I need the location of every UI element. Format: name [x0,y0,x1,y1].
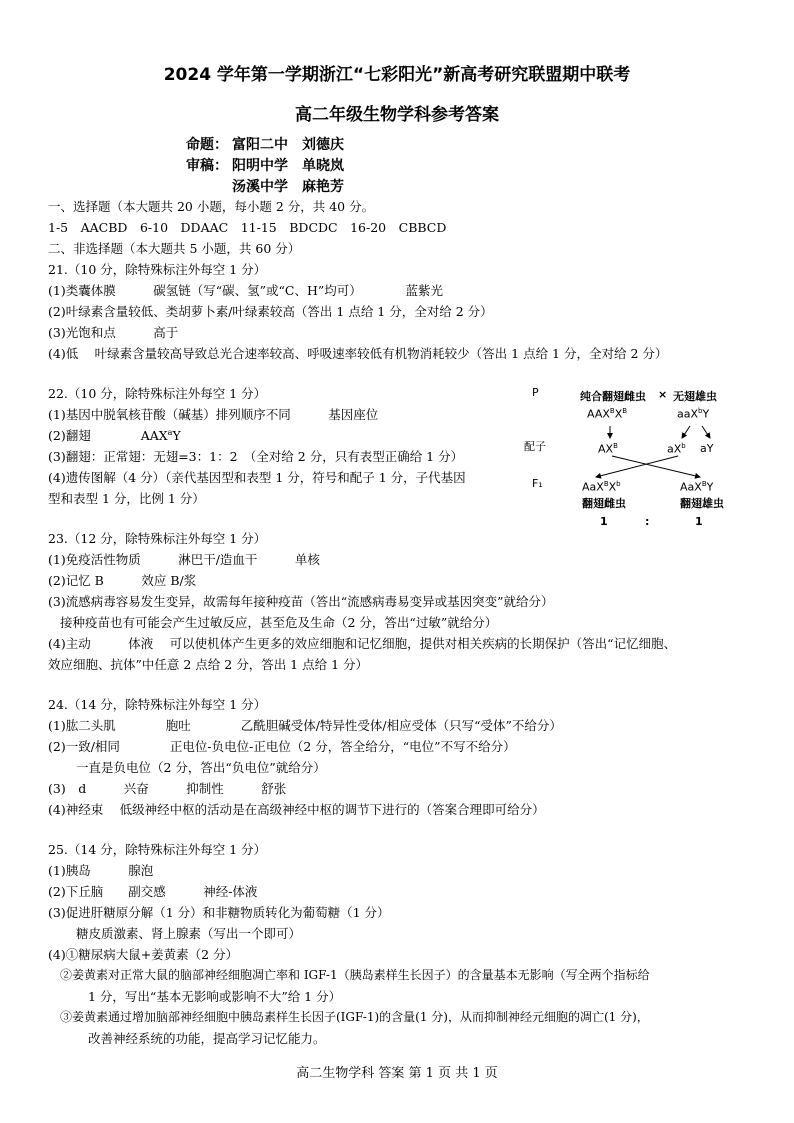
page-title: 2024 学年第一学期浙江“七彩阳光”新高考研究联盟期中联考 [163,65,631,85]
ratio-left: 1 [600,515,608,528]
cross-arrows [520,382,780,532]
f1-label: F₁ [532,477,543,490]
q21-line4: (4)低 叶绿素含量较高导致总光合速率较高、呼吸速率较低有机物消耗较少（答出 1 点给 1 分，全对给 2 分） [48,346,668,361]
child2-genotype: AaX$^B$Y [680,480,714,494]
q21-line3: (3)光饱和点 高于 [48,325,179,340]
gamete-male-1: $aX^b$ [667,442,686,456]
q23-head: 23.（12 分，除特殊标注外每空 1 分） [48,531,267,546]
ratio-separator: : [645,515,650,528]
q24-head: 24.（14 分，除特殊标注外每空 1 分） [48,697,267,712]
child2-phenotype: 翻翅雄虫 [680,497,724,510]
arrow-cross-1 [612,456,700,477]
male-genotype: aaX$^b$Y [677,407,710,421]
gamete-label: 配子 [524,440,546,453]
section2-heading: 二、非选择题（本大题共 5 小题，共 60 分） [48,241,301,256]
q22-line4: (4)遗传图解（4 分）（亲代基因型和表型 1 分，符号和配子 1 分，子代基因 [48,470,466,485]
q25-head: 25.（14 分，除特殊标注外每空 1 分） [48,842,267,857]
section1-heading: 一、选择题（本大题共 20 小题，每小题 2 分，共 40 分。 [48,199,375,214]
q25-line8: ③姜黄素通过增加脑部神经细胞中胰岛素样生长因子(IGF-1)的含量(1 分)，从而抑制神经元细胞的凋亡(1 分)， [60,1010,649,1024]
q24-line3: 一直是负电位（2 分，答出“负电位”就给分） [76,760,326,775]
q24-line2: (2)一致/相同 正电位-负电位-正电位（2 分，答全给分，“电位”不写不给分） [48,739,516,754]
reviewer-2: 汤溪中学 麻艳芳 [232,179,344,195]
female-parent-label: 纯合翻翅雌虫 [580,390,646,403]
arrow-cross-2 [596,456,678,477]
section1-answers: 1-5 AACBD 6-10 DDAAC 11-15 BDCDC 16-20 CBBCD [48,220,447,235]
ratio-right: 1 [695,515,703,528]
proposer-label: 命题： [186,137,228,153]
genetic-cross-diagram [520,382,780,532]
q23-line1: (1)免疫活性物质 淋巴干/造血干 单核 [48,552,320,567]
arrow-male-gamete1 [682,426,690,438]
p-label: P [532,386,539,399]
q23-line3: (3)流感病毒容易发生变异，故需每年接种疫苗（答出“流感病毒易变异或基因突变”就给分） [48,594,554,609]
child1-genotype: $AaX^BX^b$ [582,480,621,494]
q22-line3: (3)翻翅：正常翅：无翅=3：1：2 （全对给 2 分，只有表型正确给 1 分） [48,449,464,464]
q23-line4: 接种疫苗也有可能会产生过敏反应，甚至危及生命（2 分，答出“过敏”就给分） [60,615,498,630]
q21-head: 21.（10 分，除特殊标注外每空 1 分） [48,262,267,277]
q21-line1: (1)类囊体膜 碳氢链（写“碳、氢”或“C、H”均可） 蓝紫光 [48,283,443,298]
q25-line1: (1)胰岛 腺泡 [48,863,154,878]
arrow-male-gamete2 [702,426,710,438]
child1-phenotype: 翻翅雌虫 [582,497,626,510]
q25-line2: (2)下丘脑 副交感 神经-体液 [48,884,258,899]
q24-line4: (3) d 兴奋 抑制性 舒张 [48,781,287,796]
q24-line5: (4)神经束 低级神经中枢的活动是在高级神经中枢的调节下进行的（答案合理即可给分） [48,802,545,817]
female-genotype: $AAX^BX^B$ [587,407,628,421]
cross-symbol: × [658,388,668,401]
gamete-male-2: aY [700,442,714,455]
q25-line4: 糖皮质激素、肾上腺素（写出一个即可） [76,926,302,941]
page-subtitle: 高二年级生物学科参考答案 [295,105,499,125]
q23-line6: 效应细胞、抗体”中任意 2 点给 2 分，答出 1 点给 1 分） [48,657,368,672]
gamete-female: $AX^B$ [598,442,618,456]
page-footer: 高二生物学科 答案 第 1 页 共 1 页 [296,1066,498,1081]
q21-line2: (2)叶绿素含量较低、类胡萝卜素/叶绿素较高（答出 1 点给 1 分，全对给 2 分） [48,304,493,319]
reviewer-label: 审稿： [186,158,228,174]
reviewer-1: 阳明中学 单晓岚 [232,158,344,174]
proposer: 富阳二中 刘德庆 [232,137,344,153]
q22-head: 22.（10 分，除特殊标注外每空 1 分） [48,386,267,401]
q22-line1: (1)基因中脱氧核苷酸（碱基）排列顺序不同 基因座位 [48,407,379,422]
q25-line5: (4)①糖尿病大鼠+姜黄素（2 分） [48,947,239,962]
q23-line5: (4)主动 体液 可以使机体产生更多的效应细胞和记忆细胞，提供对相关疾病的长期保护（答出“记忆细胞、 [48,636,677,651]
male-parent-label: 无翅雄虫 [673,390,717,403]
q24-line1: (1)肱二头肌 胞吐 乙酰胆碱受体/特异性受体/相应受体（只写“受体”不给分） [48,718,562,733]
q25-line7: 1 分，写出“基本无影响或影响不大”给 1 分） [88,989,342,1004]
q22-line5: 型和表型 1 分，比例 1 分） [48,491,205,506]
q25-line6: ②姜黄素对正常大鼠的脑部神经细胞凋亡率和 IGF-1（胰岛素样生长因子）的含量基本无影响（写全两个指标给 [60,968,650,982]
q25-line9: 改善神经系统的功能，提高学习记忆能力。 [88,1031,326,1046]
q23-line2: (2)记忆 B 效应 B/浆 [48,573,197,588]
q22-line2: (2)翻翅 AAX$^a$Y [48,427,181,443]
q25-line3: (3)促进肝糖原分解（1 分）和非糖物质转化为葡萄糖（1 分） [48,905,390,920]
